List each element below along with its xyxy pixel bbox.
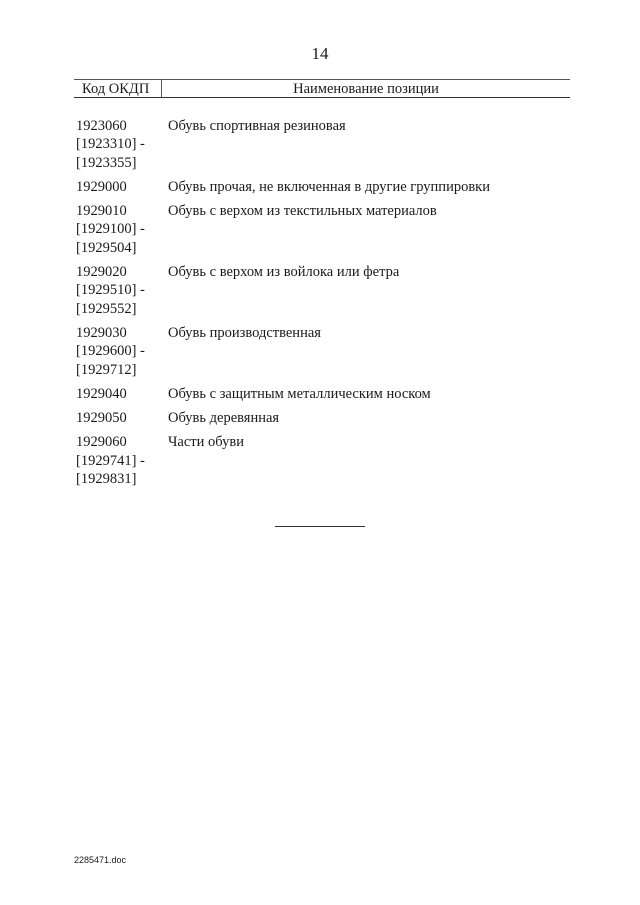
- table-row: [76, 263, 576, 318]
- row-code: 1929000: [76, 178, 127, 195]
- document-id: 2285471.doc: [74, 855, 127, 865]
- table-header-bottom-rule: [74, 97, 570, 98]
- table-row: [76, 202, 576, 257]
- table-row: [76, 324, 576, 379]
- row-name: Обувь с верхом из текстильных материалов: [168, 203, 437, 220]
- row-code: 1923060 [1923310] - [1923355]: [76, 118, 145, 171]
- row-name: Части обуви: [168, 434, 244, 451]
- row-name: Обувь с верхом из войлока или фетра: [168, 264, 400, 281]
- row-name: Обувь производственная: [168, 324, 321, 341]
- row-code: 1929050: [76, 410, 127, 427]
- table-row: [76, 178, 576, 196]
- column-header-name: Наименование позиции: [293, 81, 439, 97]
- closing-rule: [275, 526, 365, 527]
- row-code: 1929030 [1929600] - [1929712]: [76, 324, 145, 378]
- column-header-code: Код ОКДП: [82, 81, 150, 97]
- row-code: 1929010 [1929100] - [1929504]: [76, 203, 145, 256]
- row-code: 1929040: [76, 385, 127, 402]
- row-name: Обувь прочая, не включенная в другие группировки: [168, 178, 490, 195]
- table-row: [76, 433, 576, 488]
- row-name: Обувь спортивная резиновая: [168, 118, 346, 134]
- row-code: 1929020 [1929510] - [1929552]: [76, 264, 145, 317]
- row-code: 1929060 [1929741] - [1929831]: [76, 434, 145, 488]
- table-row: [76, 117, 576, 172]
- table-row: [76, 409, 576, 427]
- table-body: [76, 117, 576, 494]
- table-header-top-rule: [74, 79, 570, 80]
- page-number: 14: [311, 44, 329, 63]
- row-name: Обувь деревянная: [168, 410, 280, 427]
- table-row: [76, 385, 576, 403]
- row-name: Обувь с защитным металлическим носком: [168, 385, 431, 402]
